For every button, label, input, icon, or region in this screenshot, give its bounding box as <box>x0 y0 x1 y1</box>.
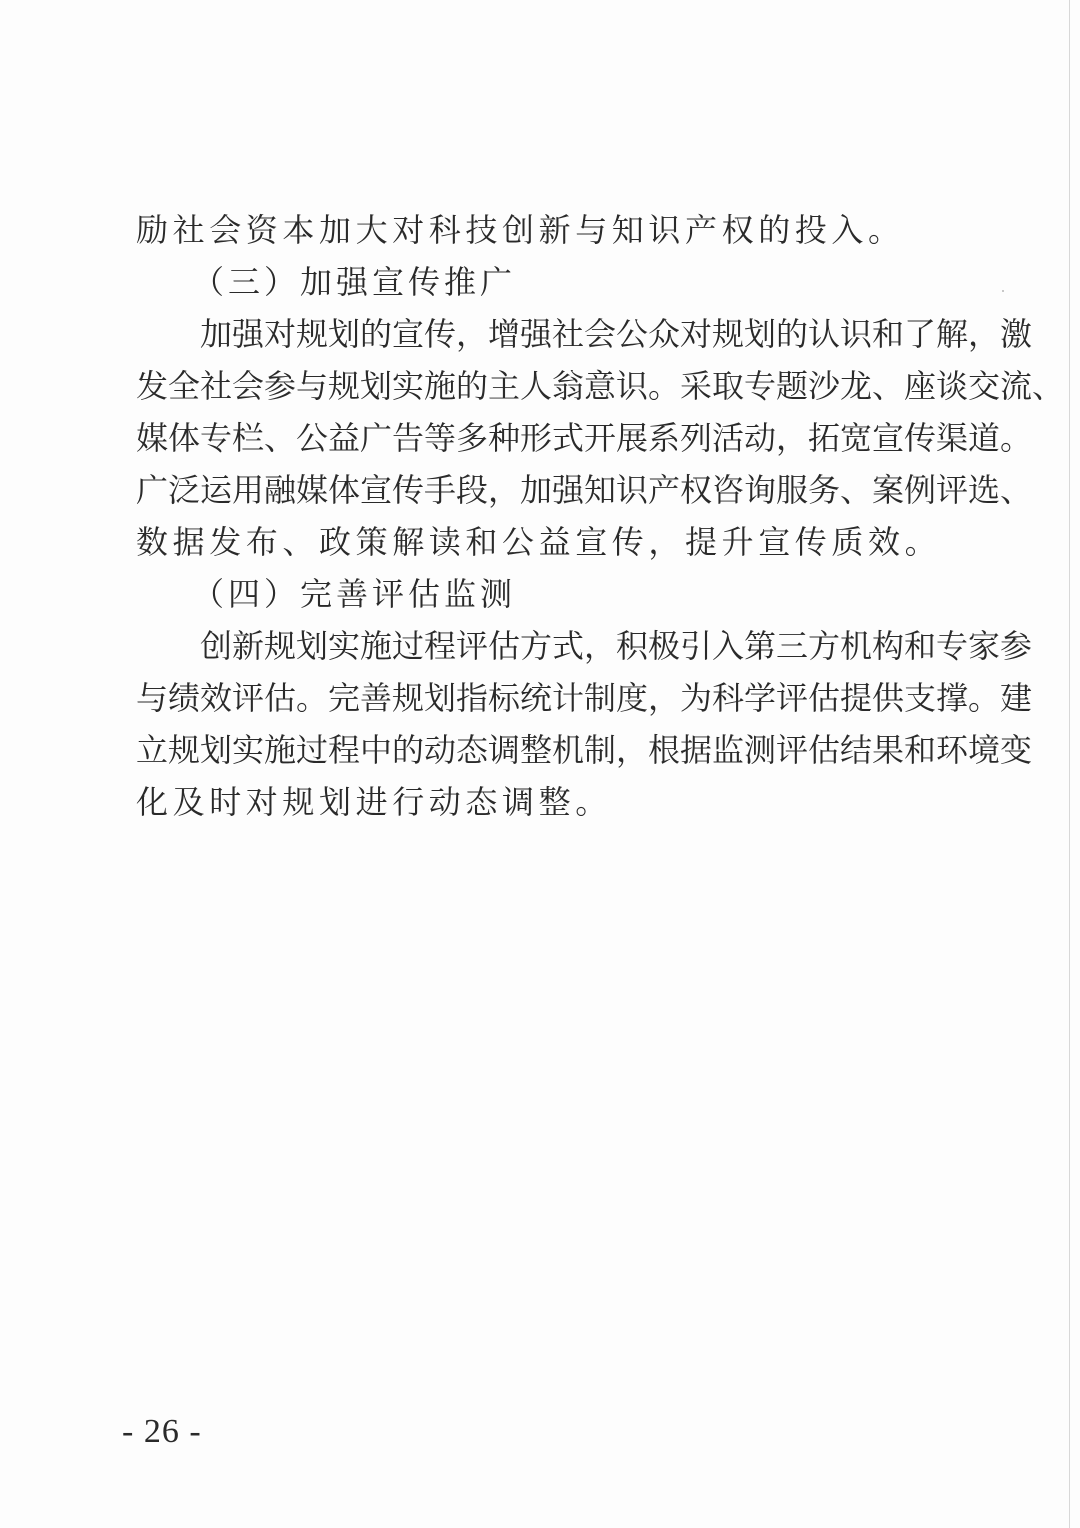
paragraph-line-continuation: 励社会资本加大对科技创新与知识产权的投入。 <box>136 211 905 249</box>
page-edge-line <box>1069 0 1070 1528</box>
document-body <box>136 204 1065 828</box>
paragraph-line: 加强对规划的宣传，增强社会公众对规划的认识和了解，激 <box>200 315 1033 353</box>
paragraph-line: 广泛运用融媒体宣传手段，加强知识产权咨询服务、案例评选、 <box>136 471 1033 509</box>
paragraph-line: 立规划实施过程中的动态调整机制，根据监测评估结果和环境变 <box>136 731 1033 769</box>
paragraph-line-last: 化及时对规划进行动态调整。 <box>136 783 612 821</box>
paragraph-line: 与绩效评估。完善规划指标统计制度，为科学评估提供支撑。建 <box>136 679 1033 717</box>
paragraph-line: 创新规划实施过程评估方式，积极引入第三方机构和专家参 <box>200 627 1033 665</box>
scan-speck <box>1002 290 1004 292</box>
paragraph-line: 媒体专栏、公益广告等多种形式开展系列活动，拓宽宣传渠道。 <box>136 419 1033 457</box>
paragraph-line-last: 数据发布、政策解读和公益宣传，提升宣传质效。 <box>136 523 942 561</box>
section-heading-4: （四）完善评估监测 <box>192 575 517 613</box>
section-heading-3: （三）加强宣传推广 <box>192 263 517 301</box>
page-number: - 26 - <box>122 1413 202 1450</box>
paragraph-line: 发全社会参与规划实施的主人翁意识。采取专题沙龙、座谈交流、 <box>136 367 1065 405</box>
